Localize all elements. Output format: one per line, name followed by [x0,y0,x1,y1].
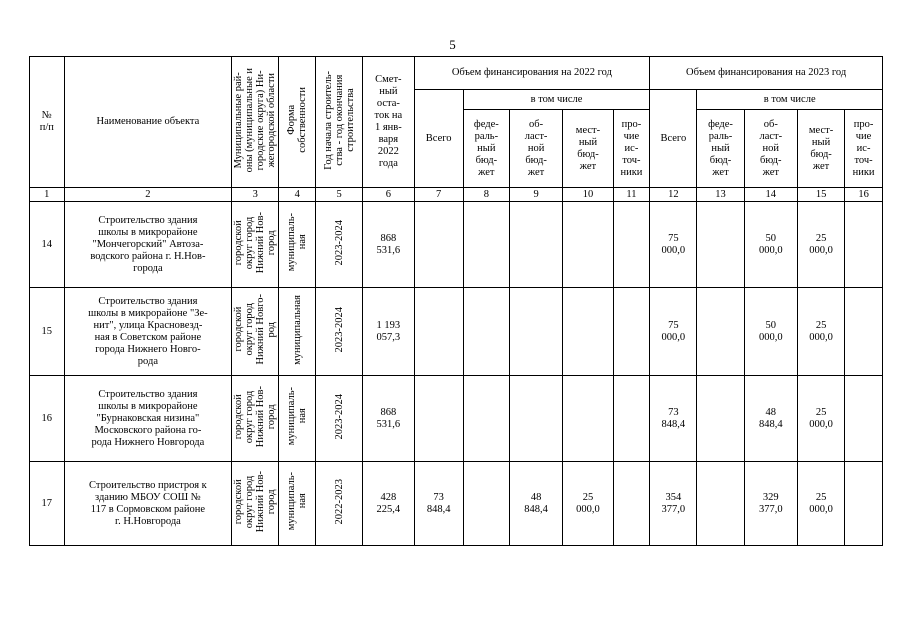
header-local-2022: мест- ный бюд- жет [563,110,613,188]
federal-2023-cell [697,288,744,376]
local-2022-cell [563,376,613,462]
federal-2022-cell [463,376,509,462]
years-cell [316,376,363,462]
column-number: 5 [316,188,363,202]
header-local-2023: мест- ный бюд- жет [798,110,845,188]
local-2022-cell [563,202,613,288]
district-cell [232,202,279,288]
header-years [316,57,363,188]
years-cell [316,288,363,376]
other-2023-cell [845,202,883,288]
balance-cell: 868 531,6 [363,376,414,462]
years-text: 2022-2023 [333,478,345,525]
other-2022-cell [613,376,650,462]
local-2023-cell: 25 000,0 [798,462,845,546]
column-number: 1 [30,188,65,202]
federal-2023-cell [697,462,744,546]
local-2022-cell [563,288,613,376]
years-cell [316,202,363,288]
district-cell [232,462,279,546]
ownership-cell [279,202,316,288]
regional-2022-cell: 48 848,4 [509,462,562,546]
row-num: 16 [30,376,65,462]
column-number: 15 [798,188,845,202]
object-name: Строительство пристроя к зданию МБОУ СОШ № 117 в Сормовском районе г. Н.Новгорода [64,462,232,546]
header-district [232,57,279,188]
federal-2023-cell [697,202,744,288]
header-row-1 [30,57,883,90]
column-number: 4 [279,188,316,202]
district-text: городской округ город Нижний Новго- род [233,294,278,365]
other-2023-cell [845,462,883,546]
header-name: Наименование объекта [64,57,232,188]
total-2022-cell [414,288,463,376]
header-total-2022: Всего [414,90,463,188]
header-fin-2023: Объем финансирования на 2023 год [650,57,883,90]
other-2023-cell [845,288,883,376]
ownership-cell [279,288,316,376]
header-federal-2023: феде- раль- ный бюд- жет [697,110,744,188]
header-total-2023: Всего [650,90,697,188]
other-2022-cell [613,202,650,288]
financing-table [29,56,883,546]
federal-2022-cell [463,202,509,288]
ownership-cell [279,462,316,546]
total-2023-cell: 75 000,0 [650,288,697,376]
district-cell [232,288,279,376]
column-number: 9 [509,188,562,202]
header-regional-2023: об- ласт- ной бюд- жет [744,110,797,188]
object-name: Строительство здания школы в микрорайоне "Зе- нит", улица Красновезд- ная в Советском районе города Нижнего Новго- рода [64,288,232,376]
column-number-row [30,188,883,202]
ownership-cell [279,376,316,462]
other-2023-cell [845,376,883,462]
years-text: 2023-2024 [333,219,345,266]
ownership-text: муниципаль- ная [286,387,309,446]
row-num: 17 [30,462,65,546]
regional-2023-cell: 50 000,0 [744,202,797,288]
column-number: 11 [613,188,650,202]
ownership-text: муниципаль- ная [286,213,309,272]
column-number: 6 [363,188,414,202]
table-row [30,288,883,376]
table-row [30,202,883,288]
column-number: 14 [744,188,797,202]
object-name: Строительство здания школы в микрорайоне "Бурнаковская низина" Московского района го- рода Нижнего Новгорода [64,376,232,462]
header-including-2022: в том числе [463,90,650,110]
column-number: 10 [563,188,613,202]
header-balance: Смет- ный оста- ток на 1 янв- варя 2022 года [363,57,414,188]
local-2023-cell: 25 000,0 [798,376,845,462]
balance-cell: 428 225,4 [363,462,414,546]
years-text: 2023-2024 [333,306,345,353]
years-cell [316,462,363,546]
district-cell [232,376,279,462]
balance-cell: 1 193 057,3 [363,288,414,376]
header-federal-2022: феде- раль- ный бюд- жет [463,110,509,188]
total-2023-cell: 75 000,0 [650,202,697,288]
total-2022-cell [414,376,463,462]
ownership-text: муниципальная [291,294,303,365]
table-row [30,462,883,546]
column-number: 16 [845,188,883,202]
header-other-2023: про- чие ис- точ- ники [845,110,883,188]
district-text: городской округ город Нижний Нов- город [233,385,278,448]
ownership-text: муниципаль- ная [286,472,309,531]
column-number: 12 [650,188,697,202]
federal-2022-cell [463,288,509,376]
regional-2023-cell: 50 000,0 [744,288,797,376]
total-2022-cell [414,202,463,288]
local-2022-cell: 25 000,0 [563,462,613,546]
row-num: 14 [30,202,65,288]
header-regional-2022: об- ласт- ной бюд- жет [509,110,562,188]
federal-2022-cell [463,462,509,546]
total-2023-cell: 354 377,0 [650,462,697,546]
object-name: Строительство здания школы в микрорайоне "Мончегорский" Автоза- водского района г. Н.Нов- города [64,202,232,288]
balance-cell: 868 531,6 [363,202,414,288]
regional-2022-cell [509,288,562,376]
other-2022-cell [613,288,650,376]
header-num: № п/п [30,57,65,188]
total-2022-cell: 73 848,4 [414,462,463,546]
header-ownership [279,57,316,188]
other-2022-cell [613,462,650,546]
regional-2022-cell [509,376,562,462]
years-text: 2023-2024 [333,393,345,440]
local-2023-cell: 25 000,0 [798,288,845,376]
header-including-2023: в том числе [697,90,883,110]
regional-2022-cell [509,202,562,288]
regional-2023-cell: 329 377,0 [744,462,797,546]
regional-2023-cell: 48 848,4 [744,376,797,462]
header-years-text: Год начала строитель- ства - год окончания строительства [322,70,356,170]
district-text: городской округ город Нижний Нов- город [233,470,278,533]
column-number: 2 [64,188,232,202]
column-number: 7 [414,188,463,202]
column-number: 13 [697,188,744,202]
column-number: 8 [463,188,509,202]
row-num: 15 [30,288,65,376]
table-row [30,376,883,462]
local-2023-cell: 25 000,0 [798,202,845,288]
federal-2023-cell [697,376,744,462]
column-number: 3 [232,188,279,202]
header-district-text: Муниципальные рай- оны (муниципальные и городские округа) Ни- жегородской области [233,67,278,173]
header-fin-2022: Объем финансирования на 2022 год [414,57,650,90]
header-ownership-text: Форма собственности [286,87,309,153]
header-other-2022: про- чие ис- точ- ники [613,110,650,188]
total-2023-cell: 73 848,4 [650,376,697,462]
page-number: 5 [449,37,456,52]
district-text: городской округ город Нижний Нов- город [233,211,278,274]
